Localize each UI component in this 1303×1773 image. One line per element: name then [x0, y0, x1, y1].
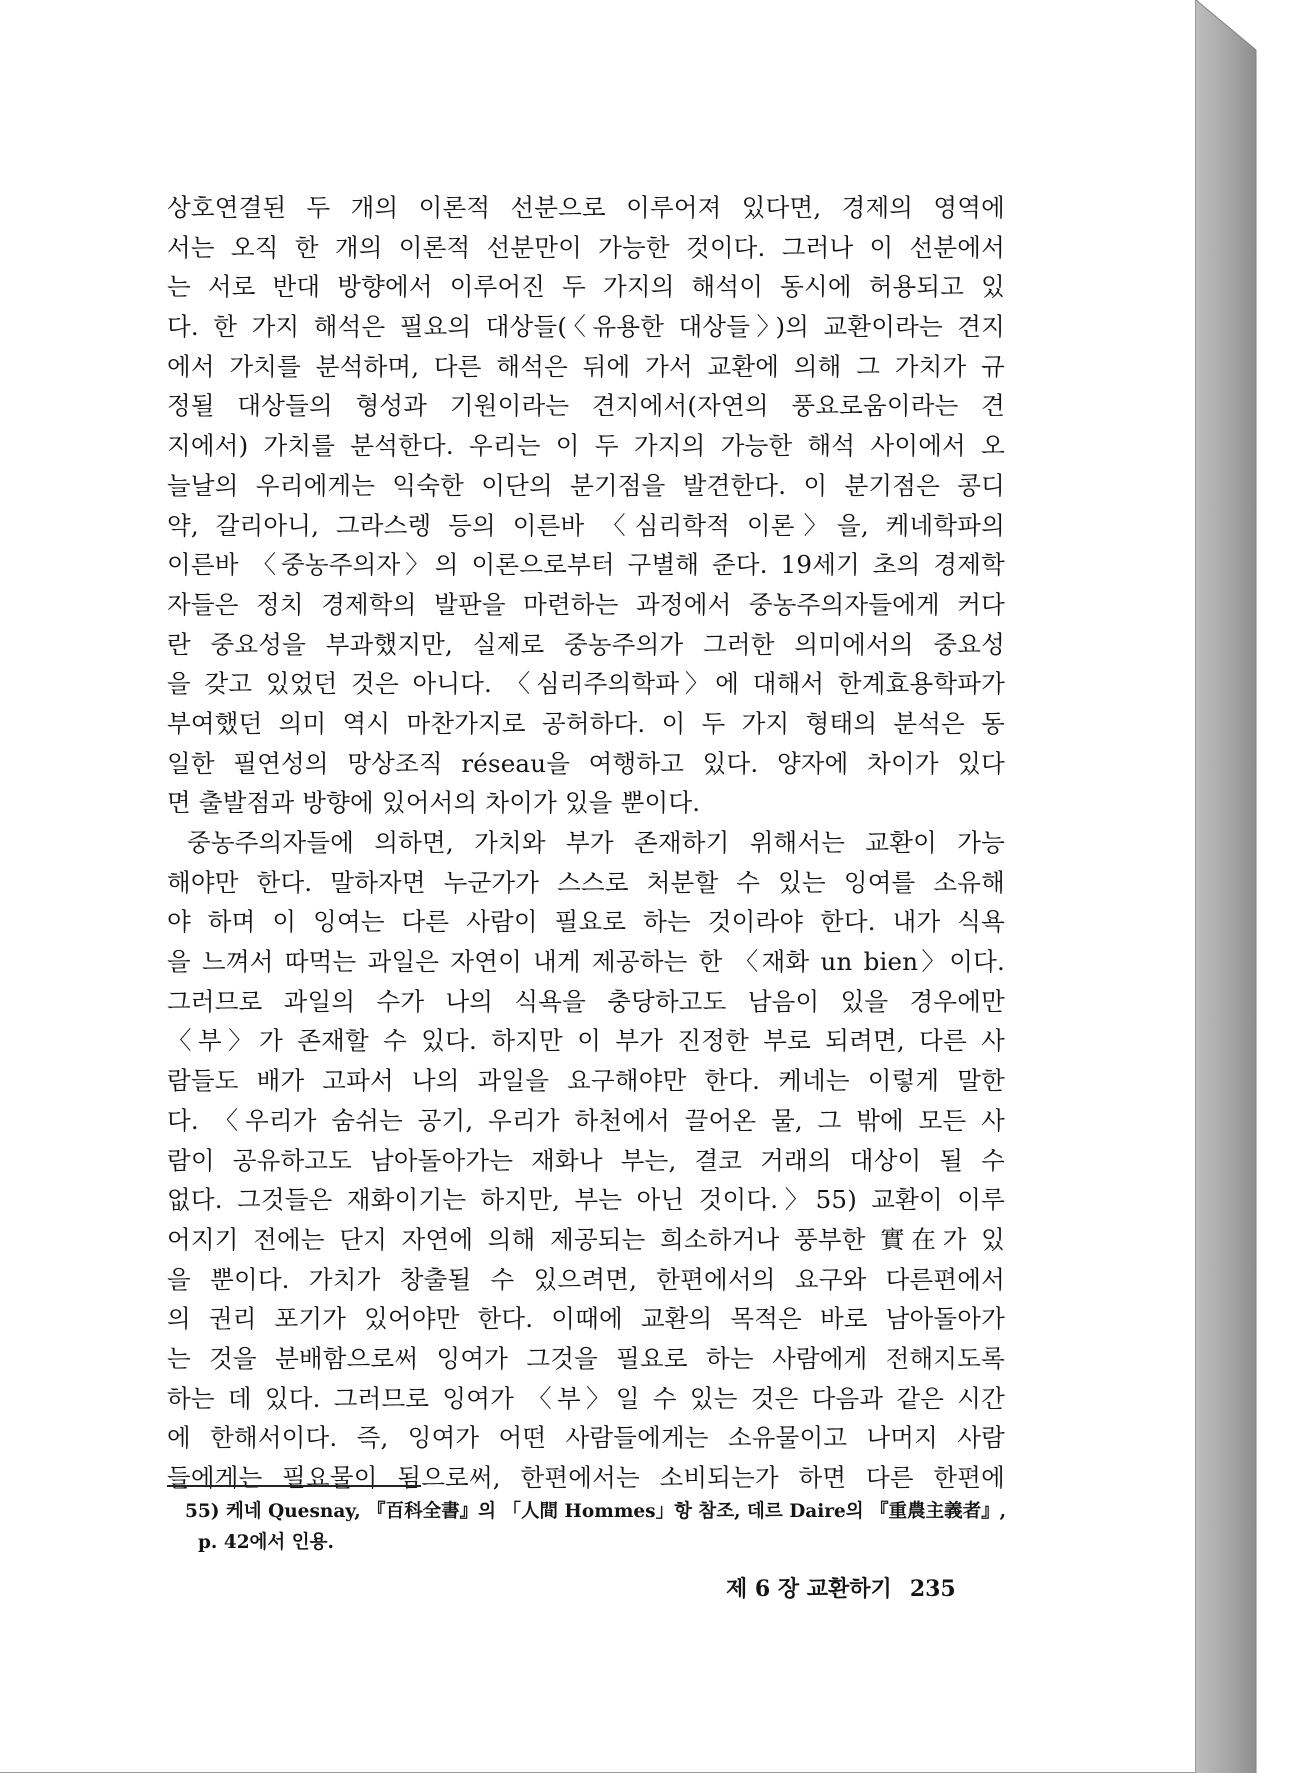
body-line: 정될 대상들의 형성과 기원이라는 견지에서(자연의 풍요로움이라는 견: [167, 391, 1005, 421]
body-line: 을 뿐이다. 가치가 창출될 수 있으려면, 한편에서의 요구와 다른편에서: [167, 1264, 1005, 1294]
body-line: 다. 한 가지 해석은 필요의 대상들(〈유용한 대상들〉)의 교환이라는 견지: [167, 312, 1005, 342]
body-line: 일한 필연성의 망상조직 réseau을 여행하고 있다. 양자에 차이가 있다: [167, 748, 1005, 778]
body-line: 는 것을 분배함으로써 잉여가 그것을 필요로 하는 사람에게 전해지도록: [167, 1343, 1005, 1373]
body-line: 자들은 정치 경제학의 발판을 마련하는 과정에서 중농주의자들에게 커다: [167, 589, 1005, 619]
body-line: 을 느껴서 따먹는 과일은 자연이 내게 제공하는 한 〈재화 un bien〉이다.: [167, 947, 1005, 977]
footnote-divider: [167, 1485, 421, 1487]
footnote-line: p. 42에서 인용.: [198, 1532, 334, 1553]
body-line: 하는 데 있다. 그러므로 잉여가 〈부〉일 수 있는 것은 다음과 같은 시간: [167, 1383, 1005, 1413]
body-line: 람이 공유하고도 남아돌아가는 재화나 부는, 결코 거래의 대상이 될 수: [167, 1145, 1005, 1175]
body-line: 에서 가치를 분석하며, 다른 해석은 뒤에 가서 교환에 의해 그 가치가 규: [167, 351, 1005, 381]
body-line: 그러므로 과일의 수가 나의 식욕을 충당하고도 남음이 있을 경우에만: [167, 986, 1005, 1016]
body-text: [167, 188, 1005, 1498]
body-line: 〈부〉가 존재할 수 있다. 하지만 이 부가 진정한 부로 되려면, 다른 사: [167, 1026, 1005, 1056]
body-line: 의 권리 포기가 있어야만 한다. 이때에 교환의 목적은 바로 남아돌아가: [167, 1304, 1005, 1334]
body-line: 늘날의 우리에게는 익숙한 이단의 분기점을 발견한다. 이 분기점은 콩디: [167, 470, 1005, 500]
chapter-title: 제 6 장 교환하기: [726, 1576, 892, 1602]
footnote-line: 55) 케네 Quesnay, 『百科全書』의 「人間 Hommes」항 참조, 데르 Daire의 『重農主義者』,: [185, 1501, 1007, 1522]
body-line: 지에서) 가치를 분석한다. 우리는 이 두 가지의 가능한 해석 사이에서 오: [167, 431, 1005, 461]
body-line: 다. 〈우리가 숨쉬는 공기, 우리가 하천에서 끌어온 물, 그 밖에 모든 사: [167, 1105, 1005, 1135]
body-line: 을 갖고 있었던 것은 아니다. 〈심리주의학파〉에 대해서 한계효용학파가: [167, 669, 1005, 699]
body-line: 중농주의자들에 의하면, 가치와 부가 존재하기 위해서는 교환이 가능: [187, 828, 1005, 857]
body-line: 상호연결된 두 개의 이론적 선분으로 이루어져 있다면, 경제의 영역에: [167, 193, 1005, 222]
body-line: 들에게는 필요물이 됨으로써, 한편에서는 소비되는가 하면 다른 한편에: [167, 1463, 1005, 1492]
body-line: 없다. 그것들은 재화이기는 하지만, 부는 아닌 것이다.〉55) 교환이 이루: [167, 1185, 1005, 1215]
body-line: 면 출발점과 방향에 있어서의 차이가 있을 뿐이다.: [167, 788, 701, 818]
body-line: 부여했던 의미 역시 마찬가지로 공허하다. 이 두 가지 형태의 분석은 동: [167, 708, 1005, 738]
body-line: 약, 갈리아니, 그라스렝 등의 이른바 〈심리학적 이론〉을, 케네학파의: [167, 510, 1005, 540]
body-line: 란 중요성을 부과했지만, 실제로 중농주의가 그러한 의미에서의 중요성: [167, 629, 1005, 659]
body-line: 람들도 배가 고파서 나의 과일을 요구해야만 한다. 케네는 이렇게 말한: [167, 1066, 1005, 1096]
book-edge: [1196, 0, 1303, 1773]
body-line: 는 서로 반대 방향에서 이루어진 두 가지의 해석이 동시에 허용되고 있: [167, 272, 1005, 302]
body-line: 해야만 한다. 말하자면 누군가가 스스로 처분할 수 있는 잉여를 소유해: [167, 867, 1005, 897]
body-line: 야 하며 이 잉여는 다른 사람이 필요로 하는 것이라야 한다. 내가 식욕: [167, 907, 1005, 937]
running-footer: [726, 1574, 956, 1604]
page-number: 235: [909, 1576, 956, 1602]
body-line: 에 한해서이다. 즉, 잉여가 어떤 사람들에게는 소유물이고 나머지 사람: [167, 1423, 1005, 1453]
body-line: 이른바 〈중농주의자〉의 이론으로부터 구별해 준다. 19세기 초의 경제학: [167, 550, 1005, 580]
body-line: 서는 오직 한 개의 이론적 선분만이 가능한 것이다. 그러나 이 선분에서: [167, 232, 1005, 262]
footnote: [185, 1496, 1015, 1558]
body-line: 어지기 전에는 단지 자연에 의해 제공되는 희소하거나 풍부한 實在가 있: [167, 1224, 1005, 1254]
